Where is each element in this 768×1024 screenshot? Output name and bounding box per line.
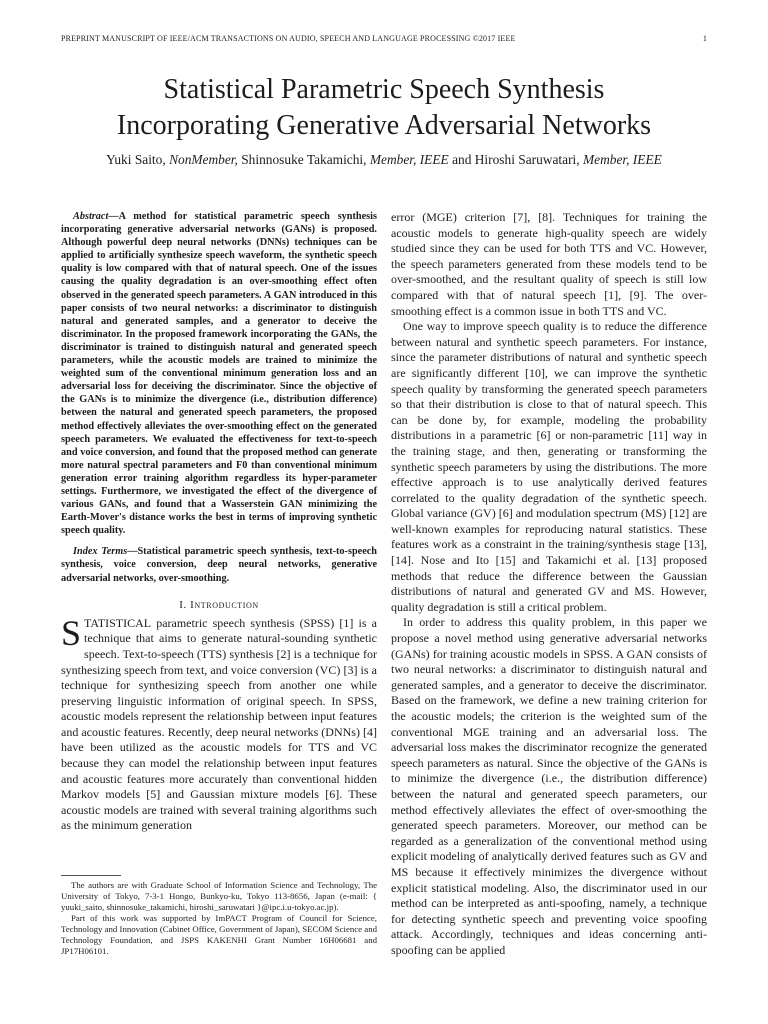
right-column (391, 210, 707, 959)
title-line-1: Statistical Parametric Speech Synthesis (163, 74, 605, 105)
drop-cap: S (61, 612, 82, 653)
index-terms (61, 545, 377, 584)
footnote-funding: Part of this work was supported by ImPACT Program of Council for Science, Technology and Innovation (Cabinet Office, Government of Japan), SECOM Science and Technology Foundation, and JSPS KAKENHI Grant Number 16H06681 and JP17H06101. (61, 913, 377, 956)
abstract-body: —A method for statistical parametric speech synthesis incorporating generative adversarial networks (GANs) is proposed. Although powerful deep neural networks (DNNs) techniques can be applied to artificially synthesize speech waveform, the synthetic speech quality is low compared with that of natural speech. One of the issues causing the quality degradation is an over-smoothing effect often observed in the generated speech parameters. A GAN introduced in this paper consists of two neural networks: a discriminator to distinguish natural and generated samples, and a generator to deceive the discriminator. In the proposed framework incorporating the GANs, the discriminator is trained to distinguish natural and generated speech parameters, while the acoustic models are trained to minimize the weighted sum of the conventional minimum generation loss and an adversarial loss for deceiving the discriminator. Since the objective of the GANs is to minimize the divergence (i.e., distribution difference) between the natural and generated speech parameters, the proposed method effectively alleviates the over-smoothing effect on the generated speech parameters. We evaluated the effectiveness for text-to-speech and voice conversion, and found that the proposed method can generate more natural spectral parameters and F0 than conventional minimum generation error training algorithm regardless its hyper-parameter settings. Furthermore, we investigated the effect of the divergence of various GANs, and found that a Wasserstein GAN minimizing the Earth-Mover's distance works the best in terms of improving synthetic speech quality. (61, 211, 377, 537)
right-paragraph-3: In order to address this quality problem, in this paper we propose a novel method using generative adversarial networks (GANs) for training acoustic models in SPSS. A GAN consists of two neural networks: a discriminator to distinguish natural and generated samples, and a generator to deceive the discriminator. Based on the framework, we define a new training criterion for the acoustic models; the criterion is the weighted sum of the conventional MGE training and an adversarial loss. The adversarial loss makes the discriminator recognize the generated speech parameters as natural. Since the objective of the GANs is to minimize the divergence (i.e., the distribution difference) between the natural and generated speech parameters, our method effectively alleviates the effect of over-smoothing the generated speech parameters. Moreover, our method can be regarded as a generalization of the conventional method using explicit modeling of analytically derived features such as GV and MS because it effectively minimizes the divergence without explicit statistical modeling. Also, the discriminator used in our method can be interpreted as anti-spoofing, namely, a technique for detecting synthetic speech and preventing voice spoofing attack. Accordingly, techniques and ideas concerning anti-spoofing can be applied (391, 615, 707, 957)
left-column (61, 210, 377, 834)
abstract-label: Abstract (73, 211, 109, 222)
author-list (0, 151, 768, 169)
index-terms-label: Index Terms (73, 546, 128, 558)
journal-header: PREPRINT MANUSCRIPT OF IEEE/ACM TRANSACTIONS ON AUDIO, SPEECH AND LANGUAGE PROCESSING ©2017 IEEE (61, 34, 516, 43)
footnotes (61, 875, 377, 957)
right-paragraph-2: One way to improve speech quality is to reduce the difference between natural and synthetic speech parameters. For instance, since the parameter distributions of natural and synthetic speech are significantly different [10], we can improve the synthetic speech quality by transforming the generated speech parameters so that their distribution is close to that of natural speech. This can be done by, for example, modeling the probability distributions in a parametric [6] or non-parametric [11] way in the training stage, and then, generating or transforming the synthetic speech parameters by using the distributions. The more effective approach is to use analytically derived features correlated to the quality degradation of the synthetic speech. Global variance (GV) [6] and modulation spectrum (MS) [12] are well-known examples for reproducing natural statistics. These features work as a constraint in the training/synthesis stage [13], [14]. Nose and Ito [15] and Takamichi et al. [13] proposed methods that reduce the difference between the Gaussian distributions of natural and generated GV and MS. However, quality degradation is still a critical problem. (391, 319, 707, 614)
footnote-affiliation: The authors are with Graduate School of Information Science and Technology, The University of Tokyo, 7-3-1 Hongo, Bunkyo-ku, Tokyo 113-8656, Japan (e-mail: { yuuki_saito, shinnosuke_takamichi, hiroshi_saruwatari }@ipc.i.u-tokyo.ac.jp). (61, 880, 377, 912)
intro-paragraph-1 (61, 612, 377, 834)
first-word: TATISTICAL (84, 615, 152, 630)
abstract (61, 210, 377, 537)
author-1-role: NonMember, (169, 152, 238, 167)
title-line-2: Incorporating Generative Adversarial Networks (116, 110, 652, 141)
author-2-role: Member, IEEE (369, 152, 449, 167)
section-heading-introduction: I. Introduction (179, 598, 259, 611)
author-3: and Hiroshi Saruwatari, (452, 152, 580, 167)
running-header (61, 34, 707, 48)
author-1: Yuki Saito, (106, 152, 166, 167)
author-3-role: Member, IEEE (582, 152, 662, 167)
page-number: 1 (702, 34, 707, 43)
index-terms-body: —Statistical parametric speech synthesis, text-to-speech synthesis, voice conversion, deep neural networks, generative adversarial networks, over-smoothing. (61, 546, 378, 584)
intro-text: parametric speech synthesis (SPSS) [1] is a technique that aims to generate natural-sounding synthetic speech. Text-to-speech (TTS) synthesis [2] is a technique for synthesizing speech from text, and voice conversion (VC) [3] is a technique for synthesizing speech from another one while preserving linguistic information of original speech. In SPSS, acoustic models represent the relationship between input features and acoustic features. Recently, deep neural networks (DNNs) [4] have been utilized as the acoustic models for TTS and VC because they can model the relationship between input features and acoustic features more accurately than conventional hidden Markov models [5] and Gaussian mixture models [6]. These acoustic models are trained with several training algorithms such as the minimum generation (61, 615, 377, 833)
author-2: Shinnosuke Takamichi, (241, 152, 367, 167)
footnote-rule (61, 875, 121, 876)
right-paragraph-1: error (MGE) criterion [7], [8]. Techniques for training the acoustic models to generate high-quality speech are widely studied since they can be used for both TTS and VC. However, the speech parameters generated from these models tend to be over-smoothed, and the resultant quality of speech is still low compared with that of natural speech [1], [9]. The over-smoothing effect is a common issue in both TTS and VC. (391, 210, 707, 318)
paper-title (0, 72, 768, 144)
